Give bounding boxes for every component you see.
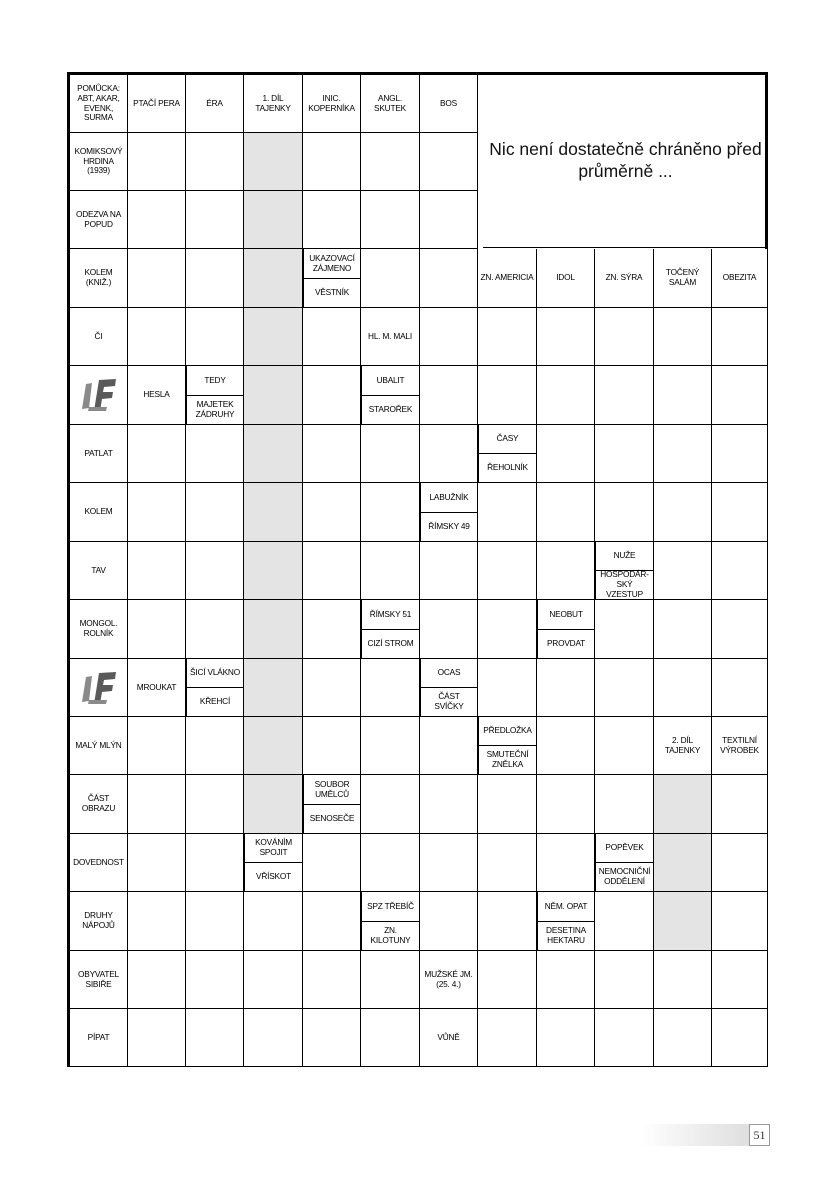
answer-cell[interactable] (537, 308, 595, 366)
clue-cell: TAV (70, 542, 128, 600)
clue-cell-top: NĚM. OPAT (537, 892, 595, 922)
clue-cell-top: UBALIT (361, 366, 420, 396)
clue-cell-bottom: ŘÍMSKY 49 (420, 513, 478, 542)
answer-cell[interactable] (128, 717, 186, 775)
answer-cell[interactable] (712, 542, 768, 600)
clue-cell-bottom: SMUTEČNÍ ZNĚLKA (478, 746, 537, 775)
clue-cell-bottom: DESETINA HEKTARU (537, 922, 595, 951)
answer-cell[interactable] (420, 249, 478, 308)
clue-cell: PATLAT (70, 425, 128, 483)
clue-cell: 1. DÍL TAJENKY (244, 75, 303, 133)
answer-cell[interactable] (244, 425, 303, 483)
answer-cell[interactable] (654, 775, 712, 834)
answer-cell[interactable] (595, 600, 654, 659)
answer-cell[interactable] (654, 834, 712, 892)
logo-mark (80, 671, 118, 705)
answer-cell[interactable] (303, 542, 361, 600)
answer-cell[interactable] (478, 1009, 537, 1067)
answer-cell[interactable] (478, 892, 537, 951)
answer-cell[interactable] (420, 366, 478, 425)
crossword-grid (67, 72, 768, 1067)
answer-cell[interactable] (128, 249, 186, 308)
answer-cell[interactable] (186, 892, 244, 951)
answer-cell[interactable] (128, 133, 186, 191)
answer-cell[interactable] (361, 1009, 420, 1067)
clue-cell-bottom: KŘEHCÍ (186, 688, 244, 717)
clue-cell: INIC. KOPERNÍKA (303, 75, 361, 133)
clue-cell-bottom: SENOSEČE (303, 805, 361, 834)
answer-cell[interactable] (595, 308, 654, 366)
answer-cell[interactable] (186, 1009, 244, 1067)
clue-cell-top: ŠICÍ VLÁKNO (186, 659, 244, 688)
answer-cell[interactable] (478, 834, 537, 892)
answer-cell[interactable] (537, 483, 595, 542)
clue-cell-top: KOVÁNÍM SPOJIT (244, 834, 303, 863)
answer-cell[interactable] (128, 834, 186, 892)
clue-cell-bottom: MAJETEK ZÁDRUHY (186, 396, 244, 425)
answer-cell[interactable] (186, 308, 244, 366)
logo-mark (80, 378, 118, 412)
logo-icon (70, 366, 128, 425)
answer-cell[interactable] (361, 133, 420, 191)
answer-cell[interactable] (712, 1009, 768, 1067)
answer-cell[interactable] (128, 775, 186, 834)
answer-cell[interactable] (303, 892, 361, 951)
clue-cell-top: OCAS (420, 659, 478, 688)
clue-cell: ČI (70, 308, 128, 366)
answer-cell[interactable] (537, 542, 595, 600)
clue-cell: 2. DÍL TAJENKY (654, 717, 712, 775)
answer-cell[interactable] (186, 483, 244, 542)
clue-cell: BOS (420, 75, 478, 133)
answer-cell[interactable] (303, 133, 361, 191)
answer-cell[interactable] (712, 659, 768, 717)
answer-cell[interactable] (186, 191, 244, 249)
answer-cell[interactable] (478, 600, 537, 659)
answer-cell[interactable] (537, 659, 595, 717)
answer-cell[interactable] (654, 600, 712, 659)
clue-cell: POMŮCKA: ABT, AKAR, EVENK, SURMA (70, 75, 128, 133)
answer-cell[interactable] (654, 483, 712, 542)
answer-cell[interactable] (128, 892, 186, 951)
logo-icon (70, 659, 128, 717)
answer-cell[interactable] (537, 775, 595, 834)
answer-cell[interactable] (186, 133, 244, 191)
answer-cell[interactable] (128, 542, 186, 600)
clue-cell-top: SOUBOR UMĚLCŮ (303, 775, 361, 805)
clue-cell: MROUKAT (128, 659, 186, 717)
clue-cell: ZN. AMERICIA (478, 249, 537, 308)
clue-cell-bottom: HOSPODÁŘ-SKÝ VZESTUP (595, 571, 654, 600)
clue-cell: MONGOL. ROLNÍK (70, 600, 128, 659)
answer-cell[interactable] (712, 366, 768, 425)
clue-cell: ZN. SÝRA (595, 249, 654, 308)
answer-cell[interactable] (420, 308, 478, 366)
answer-cell[interactable] (420, 717, 478, 775)
answer-cell[interactable] (303, 366, 361, 425)
clue-cell-bottom: STAROŘEK (361, 396, 420, 425)
answer-cell[interactable] (420, 892, 478, 951)
answer-cell[interactable] (712, 951, 768, 1009)
answer-cell[interactable] (128, 600, 186, 659)
answer-cell[interactable] (537, 1009, 595, 1067)
answer-cell[interactable] (244, 951, 303, 1009)
answer-cell[interactable] (361, 191, 420, 249)
answer-cell[interactable] (595, 425, 654, 483)
answer-cell[interactable] (654, 951, 712, 1009)
answer-cell[interactable] (186, 775, 244, 834)
answer-cell[interactable] (303, 483, 361, 542)
clue-cell-top: NUŽE (595, 542, 654, 571)
answer-cell[interactable] (595, 659, 654, 717)
answer-cell[interactable] (186, 249, 244, 308)
page-number: 51 (749, 1124, 770, 1146)
answer-cell[interactable] (361, 483, 420, 542)
clue-cell: MUŽSKÉ JM. (25. 4.) (420, 951, 478, 1009)
answer-cell[interactable] (186, 542, 244, 600)
answer-cell[interactable] (537, 425, 595, 483)
answer-cell[interactable] (712, 425, 768, 483)
answer-cell[interactable] (478, 308, 537, 366)
answer-cell[interactable] (303, 1009, 361, 1067)
answer-cell[interactable] (478, 951, 537, 1009)
answer-cell[interactable] (186, 425, 244, 483)
answer-cell[interactable] (361, 542, 420, 600)
answer-cell[interactable] (244, 483, 303, 542)
answer-cell[interactable] (420, 600, 478, 659)
clue-cell-bottom: ŘEHOLNÍK (478, 454, 537, 483)
clue-cell-top: PŘEDLOŽKA (478, 717, 537, 746)
clue-cell-bottom: VĚSTNÍK (303, 279, 361, 308)
answer-cell[interactable] (420, 542, 478, 600)
answer-cell[interactable] (303, 191, 361, 249)
clue-cell: VŮNĚ (420, 1009, 478, 1067)
answer-cell[interactable] (244, 659, 303, 717)
answer-cell[interactable] (244, 366, 303, 425)
answer-cell[interactable] (654, 659, 712, 717)
clue-cell-bottom: VŘÍSKOT (244, 863, 303, 892)
answer-cell[interactable] (244, 308, 303, 366)
clue-cell: HL. M. MALI (361, 308, 420, 366)
answer-cell[interactable] (478, 659, 537, 717)
answer-cell[interactable] (244, 1009, 303, 1067)
answer-cell[interactable] (128, 191, 186, 249)
answer-cell[interactable] (537, 951, 595, 1009)
answer-cell[interactable] (128, 308, 186, 366)
clue-cell-top: NEOBUT (537, 600, 595, 630)
clue-cell: MALÝ MLÝN (70, 717, 128, 775)
clue-cell: PTAČÍ PERA (128, 75, 186, 133)
clue-cell-bottom: NEMOCNIČNÍ ODDĚLENÍ (595, 863, 654, 892)
answer-cell[interactable] (478, 775, 537, 834)
answer-cell[interactable] (128, 1009, 186, 1067)
answer-cell[interactable] (244, 249, 303, 308)
clue-cell-bottom: ZN. KILOTUNY (361, 922, 420, 951)
answer-cell[interactable] (537, 366, 595, 425)
clue-cell-top: LABUŽNÍK (420, 483, 478, 513)
clue-cell-top: ŘÍMSKY 51 (361, 600, 420, 630)
clue-cell: ANGL. SKUTEK (361, 75, 420, 133)
answer-cell[interactable] (303, 834, 361, 892)
clue-cell: ÉRA (186, 75, 244, 133)
clue-cell: OBEZITA (712, 249, 768, 308)
answer-cell[interactable] (186, 834, 244, 892)
answer-cell[interactable] (537, 834, 595, 892)
answer-cell[interactable] (361, 249, 420, 308)
clue-cell: OBYVATEL SIBIŘE (70, 951, 128, 1009)
answer-cell[interactable] (244, 717, 303, 775)
clue-cell: DRUHY NÁPOJŮ (70, 892, 128, 951)
answer-cell[interactable] (595, 717, 654, 775)
answer-cell[interactable] (186, 600, 244, 659)
answer-cell[interactable] (654, 366, 712, 425)
clue-cell-top: TEDY (186, 366, 244, 396)
clue-cell: KOLEM (KNIŽ.) (70, 249, 128, 308)
answer-cell[interactable] (595, 775, 654, 834)
clue-cell-bottom: PROVDAT (537, 630, 595, 659)
answer-cell[interactable] (361, 717, 420, 775)
answer-cell[interactable] (128, 425, 186, 483)
clue-cell: PÍPAT (70, 1009, 128, 1067)
answer-cell[interactable] (361, 951, 420, 1009)
clue-cell-bottom: CIZÍ STROM (361, 630, 420, 659)
answer-cell[interactable] (361, 775, 420, 834)
answer-cell[interactable] (420, 133, 478, 191)
answer-cell[interactable] (478, 366, 537, 425)
answer-cell[interactable] (712, 308, 768, 366)
answer-cell[interactable] (654, 892, 712, 951)
answer-cell[interactable] (654, 425, 712, 483)
answer-cell[interactable] (712, 834, 768, 892)
answer-cell[interactable] (712, 600, 768, 659)
clue-cell-top: SPZ TŘEBÍČ (361, 892, 420, 922)
clue-cell: HESLA (128, 366, 186, 425)
answer-cell[interactable] (654, 308, 712, 366)
clue-cell: ODEZVA NA POPUD (70, 191, 128, 249)
answer-cell[interactable] (420, 425, 478, 483)
clue-cell: DOVEDNOST (70, 834, 128, 892)
answer-cell[interactable] (654, 1009, 712, 1067)
answer-cell[interactable] (186, 951, 244, 1009)
answer-cell[interactable] (595, 951, 654, 1009)
answer-cell[interactable] (595, 892, 654, 951)
answer-cell[interactable] (654, 542, 712, 600)
answer-cell[interactable] (595, 483, 654, 542)
answer-cell[interactable] (244, 892, 303, 951)
answer-cell[interactable] (420, 834, 478, 892)
clue-cell: KOLEM (70, 483, 128, 542)
answer-cell[interactable] (244, 191, 303, 249)
answer-cell[interactable] (361, 834, 420, 892)
answer-cell[interactable] (712, 775, 768, 834)
clue-cell: IDOL (537, 249, 595, 308)
answer-cell[interactable] (303, 600, 361, 659)
answer-cell[interactable] (128, 483, 186, 542)
answer-cell[interactable] (420, 191, 478, 249)
answer-cell[interactable] (595, 366, 654, 425)
answer-cell[interactable] (128, 951, 186, 1009)
answer-cell[interactable] (537, 717, 595, 775)
answer-cell[interactable] (303, 951, 361, 1009)
answer-cell[interactable] (303, 659, 361, 717)
answer-cell[interactable] (244, 600, 303, 659)
clue-cell: KOMIKSOVÝ HRDINA (1939) (70, 133, 128, 191)
answer-cell[interactable] (420, 775, 478, 834)
answer-cell[interactable] (478, 483, 537, 542)
answer-cell[interactable] (303, 717, 361, 775)
answer-cell[interactable] (478, 542, 537, 600)
answer-cell[interactable] (712, 483, 768, 542)
answer-cell[interactable] (244, 133, 303, 191)
answer-cell[interactable] (712, 892, 768, 951)
answer-cell[interactable] (361, 659, 420, 717)
clue-cell-top: UKAZOVACÍ ZÁJMENO (303, 249, 361, 279)
answer-cell[interactable] (186, 717, 244, 775)
clue-cell-bottom: ČÁST SVÍČKY (420, 688, 478, 717)
puzzle-slogan: Nic není dostatečně chráněno před průměrně ... (483, 75, 768, 248)
answer-cell[interactable] (361, 425, 420, 483)
clue-cell: ČÁST OBRAZU (70, 775, 128, 834)
clue-cell-top: POPĚVEK (595, 834, 654, 863)
answer-cell[interactable] (244, 542, 303, 600)
answer-cell[interactable] (303, 425, 361, 483)
answer-cell[interactable] (595, 1009, 654, 1067)
clue-cell-top: ČASY (478, 425, 537, 454)
clue-cell: TOČENÝ SALÁM (654, 249, 712, 308)
answer-cell[interactable] (244, 775, 303, 834)
clue-cell: TEXTILNÍ VÝROBEK (712, 717, 768, 775)
answer-cell[interactable] (303, 308, 361, 366)
